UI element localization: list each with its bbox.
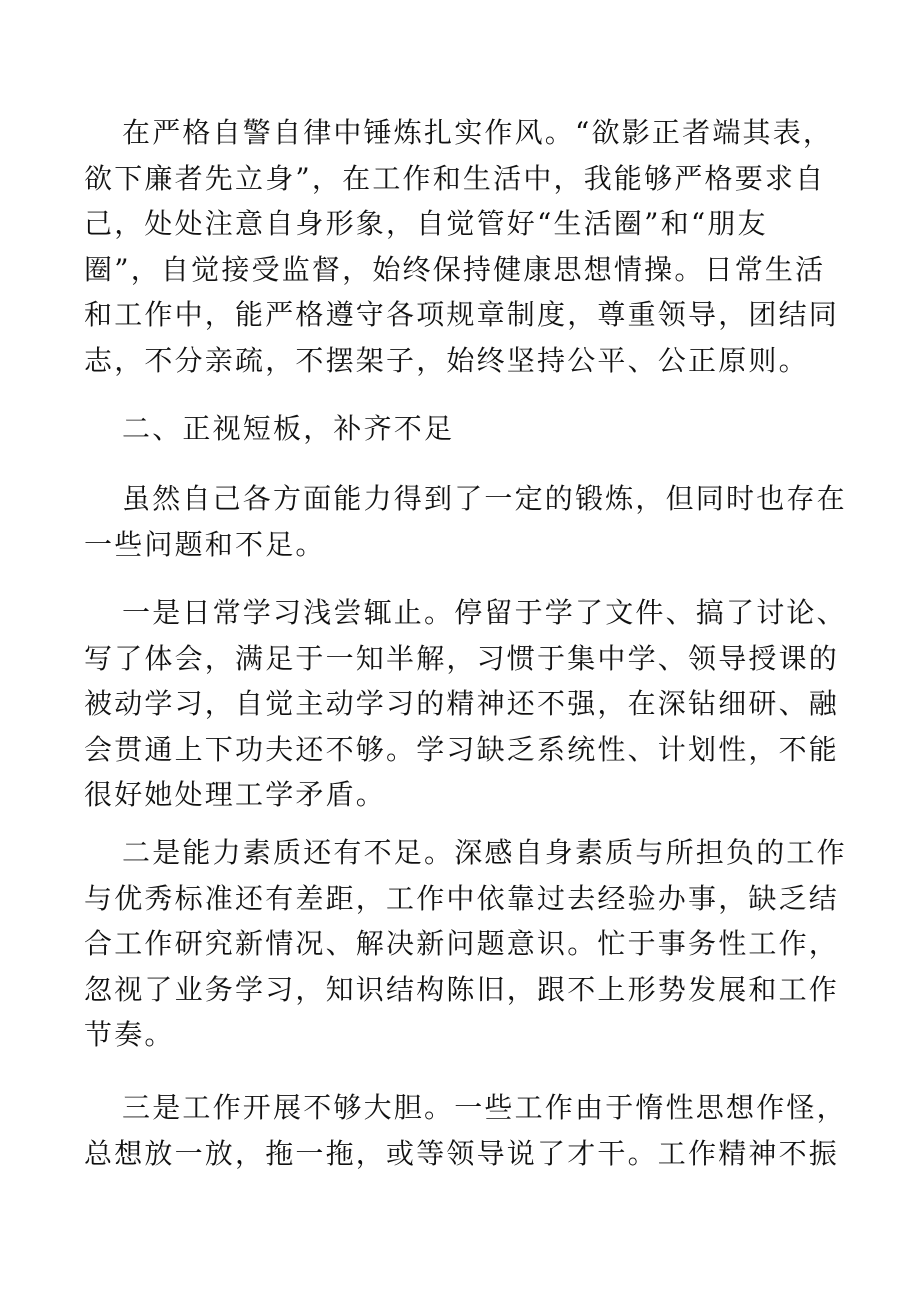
paragraph-learning xyxy=(84,590,847,818)
text-line: 欲下廉者先立身”，在工作和生活中，我能够严格要求自 xyxy=(84,161,826,195)
text-line: 与优秀标准还有差距，工作中依靠过去经验办事，缺乏结 xyxy=(84,881,840,915)
text-line: 总想放一放，拖一拖，或等领导说了才干。工作精神不振 xyxy=(84,1136,840,1170)
text-line: 很好她处理工学矛盾。 xyxy=(84,778,387,811)
text-line: 三是工作开展不够大胆。一些工作由于惰性思想作怪， xyxy=(122,1091,847,1124)
text-line: 和工作中，能严格遵守各项规章制度，尊重领导，团结同 xyxy=(84,298,840,331)
text-line: 合工作研究新情况、解决新问题意识。忙于事务性工作， xyxy=(84,927,840,960)
text-line: 在严格自警自律中锤炼扎实作风。“欲影正者端其表， xyxy=(122,116,834,149)
heading-text: 二、正视短板，补齐不足 xyxy=(122,412,455,445)
paragraph-self-discipline xyxy=(84,110,844,383)
text-line: 写了体会，满足于一知半解，习惯于集中学、领导授课的 xyxy=(84,641,840,675)
text-line: 被动学习，自觉主动学习的精神还不强，在深钻细研、融 xyxy=(84,687,840,720)
paragraph-ability xyxy=(84,830,847,1058)
text-line: 会贯通上下功夫还不够。学习缺乏系统性、计划性，不能 xyxy=(84,732,840,766)
paragraph-boldness xyxy=(84,1085,847,1176)
text-line: 虽然自己各方面能力得到了一定的锻炼，但同时也存在 xyxy=(122,482,847,515)
text-line: 一些问题和不足。 xyxy=(84,527,326,561)
text-line: 节奏。 xyxy=(84,1018,175,1051)
text-line: 圈”，自觉接受监督，始终保持健康思想情操。日常生活 xyxy=(84,252,826,286)
text-line: 一是日常学习浅尝辄止。停留于学了文件、搞了讨论、 xyxy=(122,596,847,629)
text-line: 己，处处注意自身形象，自觉管好“生活圈”和“朋友 xyxy=(84,207,768,240)
section-heading xyxy=(84,406,844,452)
text-line: 志，不分亲疏，不摆架子，始终坚持公平、公正原则。 xyxy=(84,343,809,377)
paragraph-intro-shortcomings xyxy=(84,476,847,567)
text-line: 二是能力素质还有不足。深感自身素质与所担负的工作 xyxy=(122,836,847,869)
text-line: 忽视了业务学习，知识结构陈旧，跟不上形势发展和工作 xyxy=(84,972,840,1006)
